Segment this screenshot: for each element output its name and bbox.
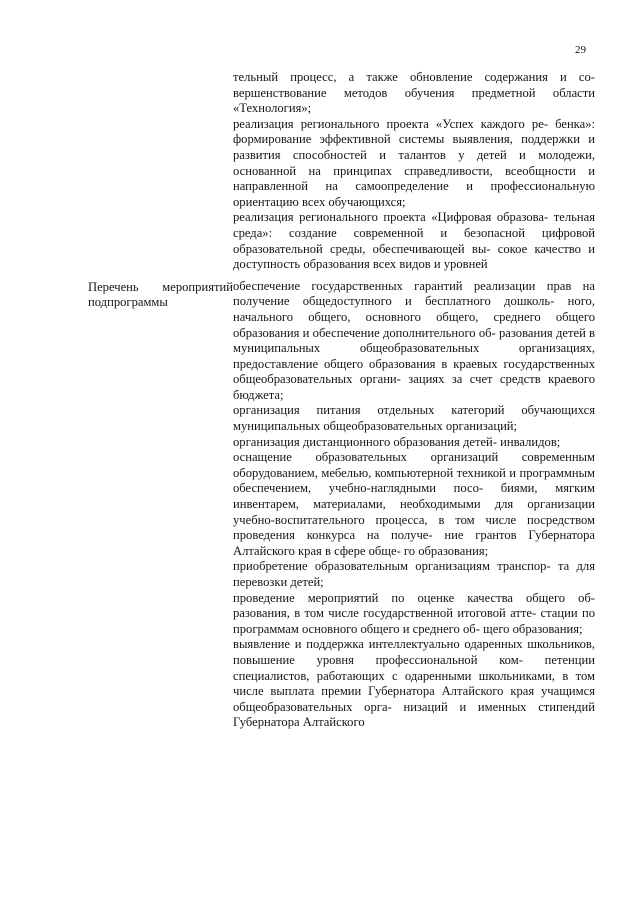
paragraph: реализация регионального проекта «Успех каждого ре- бенка»: формирование эффективной системы выявления, поддержки и развития способностей и талантов у детей и молодежи, основанной на принципах справедливости, всеобщности и направленной на самоопределение и профессиональную ориентацию всех обучающихся; — [233, 116, 595, 209]
row-label: Перечень мероприятий подпрограммы — [88, 279, 233, 310]
paragraph: организация дистанционного образования детей- инвалидов; — [233, 434, 561, 449]
document-table — [88, 70, 598, 731]
activities-row — [88, 279, 598, 731]
paragraph: организация питания отдельных категорий обучающихся муниципальных общеобразовательных организаций; — [233, 403, 595, 434]
paragraph: обеспечение государственных гарантий реализации прав на получение общедоступного и бесплатного дошколь- ного, начального общего, основного общего, среднего общего образования и обеспечение дополнительного об- разования детей в муниципальных общеобразовательных организациях, предоставление общего образования в краевых государственных общеобразовательных органи- зациях за счет средств краевого бюджета; — [233, 278, 595, 402]
activities-cell — [233, 279, 595, 731]
continuation-cell — [233, 70, 595, 273]
activities-label-cell — [88, 279, 233, 311]
page-number: 29 — [575, 44, 586, 56]
continuation-row — [88, 70, 598, 273]
paragraph: приобретение образовательным организациям транспор- та для перевозки детей; — [233, 559, 595, 589]
paragraph: реализация регионального проекта «Цифровая образова- тельная среда»: создание современной и безопасной цифровой образовательной среды, обеспечивающей вы- сокое качество и доступность образования всех видов и уровней — [233, 210, 595, 272]
paragraph: оснащение образовательных организаций современным оборудованием, мебелью, компьютерной техникой и программным обеспечением, учебно-наглядными посо- биями, мягким инвентарем, материалами, необходимыми для организации учебно-воспитательного процесса, в том числе посредством проведения конкурса на получе- ние грантов Губернатора Алтайского края в сфере обще- го образования; — [233, 450, 595, 558]
paragraph: проведение мероприятий по оценке качества общего об- разования, в том числе государственной итоговой атте- стации по программам основного общего и среднего об- щего образования; — [233, 590, 595, 636]
paragraph: выявление и поддержка интеллектуально одаренных школьников, повышение уровня профессиональной ком- петенции специалистов, работающих с одаренными школьниками, в том числе выплата премии Губернатора Алтайского края учащимся общеобразовательных орга- низаций и именных стипендий Губернатора Алтайского — [233, 637, 595, 730]
paragraph: тельный процесс, а также обновление содержания и со- вершенствование методов обучения предметной области «Технология»; — [233, 70, 595, 116]
